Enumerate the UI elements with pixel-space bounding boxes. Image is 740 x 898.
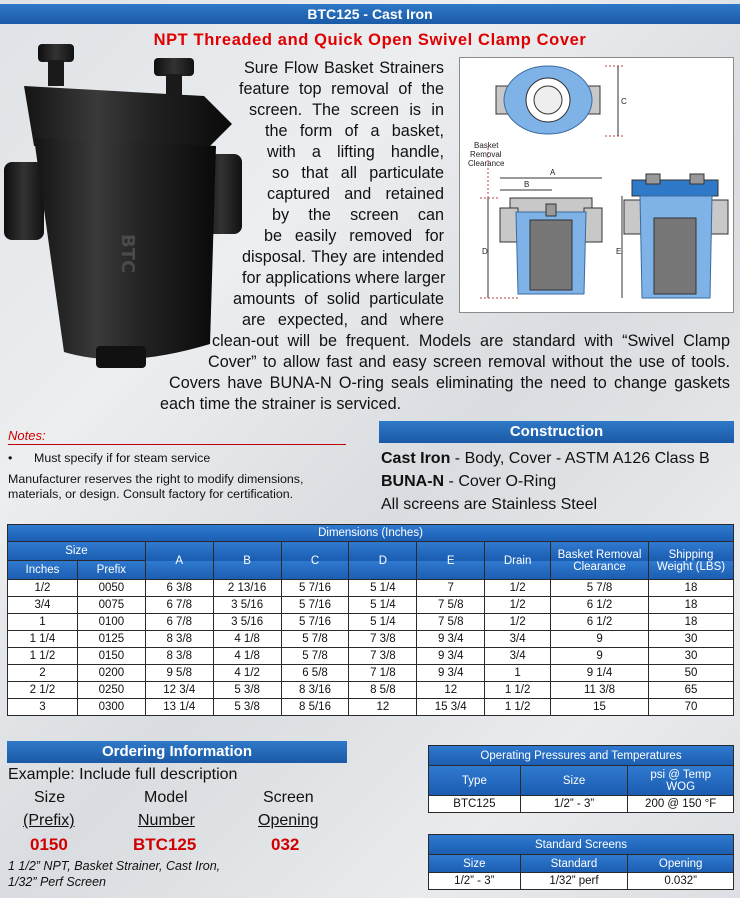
- ordering-number-label: Number: [138, 812, 195, 829]
- table-cell: 1: [8, 614, 78, 631]
- ordering-prefix-label: (Prefix): [23, 812, 75, 829]
- cast-iron-text: - Body, Cover - ASTM A126 Class B: [450, 450, 710, 467]
- label-d: D: [482, 247, 488, 256]
- psi-header-line: psi @ Temp: [650, 768, 712, 781]
- table-cell: 18: [648, 580, 733, 597]
- desc-line: so that all particulate: [272, 164, 444, 182]
- table-cell: 5 1/4: [349, 614, 417, 631]
- table-cell: 0200: [77, 665, 145, 682]
- desc-line: Covers have BUNA-N O-ring seals eliminating the need to change gaskets: [169, 374, 730, 392]
- table-cell: 7 3/8: [349, 648, 417, 665]
- notes-title: Notes:: [8, 428, 346, 445]
- strainer-dimension-drawing: [460, 58, 735, 314]
- table-cell: 9 3/4: [417, 648, 485, 665]
- notes-line: Manufacturer reserves the right to modify dimensions,: [8, 472, 304, 486]
- ordering-desc-line: 1/32” Perf Screen: [8, 875, 106, 889]
- table-cell: 1/2: [485, 580, 551, 597]
- description-text: [0, 58, 450, 331]
- table-cell: 18: [648, 597, 733, 614]
- label-c: C: [621, 97, 627, 106]
- col-header: E: [417, 542, 485, 580]
- table-row: [8, 648, 734, 665]
- col-header: D: [349, 542, 417, 580]
- table-cell: 6 7/8: [145, 614, 213, 631]
- desc-line: Sure Flow Basket Strainers: [244, 59, 444, 77]
- table-row: [8, 665, 734, 682]
- desc-line: each time the strainer is serviced.: [160, 395, 402, 413]
- construction-cast-iron: [381, 450, 710, 468]
- table-cell: 50: [648, 665, 733, 682]
- table-cell: 6 7/8: [145, 597, 213, 614]
- description-text-full: [160, 331, 732, 415]
- col-header: Shipping Weight (LBS): [648, 542, 733, 580]
- pressures-type: BTC125: [429, 796, 521, 813]
- table-cell: 7 3/8: [349, 631, 417, 648]
- table-cell: 5 7/8: [551, 580, 649, 597]
- table-row: [8, 580, 734, 597]
- desc-line: by the screen can: [272, 206, 444, 224]
- desc-line: be easily removed for: [264, 227, 444, 245]
- notes-line: materials, or design. Consult factory for certification.: [8, 487, 294, 501]
- table-cell: 2 1/2: [8, 682, 78, 699]
- table-row: [8, 682, 734, 699]
- col-header: B: [213, 542, 281, 580]
- buna-label: BUNA-N: [381, 473, 445, 490]
- title-banner: [0, 4, 740, 24]
- pressures-psi-header: [628, 766, 734, 796]
- construction-header: Construction: [379, 421, 734, 443]
- pressures-psi: 200 @ 150 °F: [628, 796, 734, 813]
- table-cell: 1 1/2: [485, 699, 551, 716]
- label-basket-2: Removal: [470, 150, 502, 159]
- col-header: Inches: [8, 561, 78, 580]
- desc-line: for applications where larger: [242, 269, 446, 287]
- table-cell: 1/2: [485, 614, 551, 631]
- screens-title: Standard Screens: [429, 835, 734, 855]
- ordering-model-value: BTC125: [133, 835, 197, 854]
- table-cell: 0300: [77, 699, 145, 716]
- label-e: E: [616, 247, 622, 256]
- table-cell: 0150: [77, 648, 145, 665]
- pressures-size-header: Size: [520, 766, 628, 796]
- table-cell: 5 7/16: [281, 614, 349, 631]
- table-cell: 70: [648, 699, 733, 716]
- table-cell: 8 3/8: [145, 648, 213, 665]
- table-cell: 8 5/8: [349, 682, 417, 699]
- table-cell: 5 3/8: [213, 699, 281, 716]
- table-cell: 1 1/4: [8, 631, 78, 648]
- pressures-table: [428, 745, 734, 813]
- label-basket-1: Basket: [474, 141, 499, 150]
- desc-line: captured and retained: [267, 185, 444, 203]
- desc-line: the form of a basket,: [265, 122, 444, 140]
- table-cell: 1: [485, 665, 551, 682]
- col-header: C: [281, 542, 349, 580]
- desc-line: are expected, and where: [242, 311, 444, 329]
- table-cell: 3/4: [485, 648, 551, 665]
- pressures-title: Operating Pressures and Temperatures: [429, 746, 734, 766]
- casting-mark: BTC: [117, 234, 138, 274]
- table-cell: 5 1/4: [349, 597, 417, 614]
- table-cell: 1 1/2: [485, 682, 551, 699]
- ordering-description: [8, 858, 220, 890]
- desc-line: Cover” to allow fast and easy screen removal without the use of tools.: [208, 353, 730, 371]
- dimensions-table: [7, 524, 734, 716]
- table-cell: 30: [648, 631, 733, 648]
- dimension-diagram: [459, 57, 734, 313]
- table-cell: 2 13/16: [213, 580, 281, 597]
- table-row: [8, 631, 734, 648]
- construction-buna: [381, 473, 556, 491]
- table-cell: 11 3/8: [551, 682, 649, 699]
- table-cell: 6 3/8: [145, 580, 213, 597]
- screens-size-header: Size: [429, 855, 521, 873]
- col-header: Basket Removal Clearance: [551, 542, 649, 580]
- desc-line: feature top removal of the: [239, 80, 444, 98]
- psi-header-line: WOG: [666, 780, 696, 793]
- table-cell: 6 5/8: [281, 665, 349, 682]
- label-b: B: [524, 180, 530, 189]
- pressures-size: 1/2” - 3”: [520, 796, 628, 813]
- table-cell: 3 5/16: [213, 597, 281, 614]
- table-cell: 1 1/2: [8, 648, 78, 665]
- table-cell: 9 3/4: [417, 631, 485, 648]
- screens-opening-header: Opening: [628, 855, 734, 873]
- table-cell: 0050: [77, 580, 145, 597]
- table-cell: 4 1/2: [213, 665, 281, 682]
- table-cell: 12: [349, 699, 417, 716]
- table-cell: 8 5/16: [281, 699, 349, 716]
- buna-text: - Cover O-Ring: [444, 473, 557, 490]
- table-cell: 9 3/4: [417, 665, 485, 682]
- ordering-opening-label: Opening: [258, 812, 319, 829]
- screens-opening: 0.032”: [628, 873, 734, 890]
- table-cell: 0075: [77, 597, 145, 614]
- table-cell: 3: [8, 699, 78, 716]
- page-subtitle: NPT Threaded and Quick Open Swivel Clamp Cover: [153, 31, 587, 49]
- table-row: [8, 597, 734, 614]
- table-cell: 0100: [77, 614, 145, 631]
- notes-bullet: [8, 451, 210, 466]
- notes-bullet-text: Must specify if for steam service: [34, 451, 211, 465]
- ordering-size-value: 0150: [30, 835, 68, 854]
- table-cell: 9 5/8: [145, 665, 213, 682]
- ordering-screen-label: Screen: [263, 789, 314, 806]
- table-cell: 3/4: [485, 631, 551, 648]
- ordering-example: Example: Include full description: [8, 766, 238, 783]
- table-row: [8, 614, 734, 631]
- table-cell: 7 5/8: [417, 614, 485, 631]
- table-cell: 4 1/8: [213, 648, 281, 665]
- table-cell: 5 7/8: [281, 648, 349, 665]
- table-cell: 15: [551, 699, 649, 716]
- table-cell: 5 7/16: [281, 580, 349, 597]
- table-cell: 9 1/4: [551, 665, 649, 682]
- construction-screens: All screens are Stainless Steel: [381, 496, 598, 513]
- ordering-model-label: Model: [144, 789, 188, 806]
- table-cell: 7 5/8: [417, 597, 485, 614]
- table-cell: 3 5/16: [213, 614, 281, 631]
- desc-line: screen. The screen is in: [249, 101, 444, 119]
- notes-disclaimer: [8, 472, 303, 502]
- desc-line: amounts of solid particulate: [233, 290, 444, 308]
- table-cell: 12: [417, 682, 485, 699]
- table-cell: 65: [648, 682, 733, 699]
- table-cell: 7 1/8: [349, 665, 417, 682]
- col-header: Prefix: [77, 561, 145, 580]
- table-cell: 18: [648, 614, 733, 631]
- table-cell: 6 1/2: [551, 597, 649, 614]
- table-cell: 5 3/8: [213, 682, 281, 699]
- bullet-icon: •: [8, 451, 13, 465]
- col-header: Drain: [485, 542, 551, 580]
- ordering-screen-value: 032: [271, 835, 300, 854]
- table-cell: 7: [417, 580, 485, 597]
- screens-table: [428, 834, 734, 890]
- desc-line: disposal. They are intended: [242, 248, 444, 266]
- table-cell: 8 3/8: [145, 631, 213, 648]
- page-title: BTC125 - Cast Iron: [307, 6, 433, 22]
- label-a: A: [550, 168, 556, 177]
- pressures-type-header: Type: [429, 766, 521, 796]
- table-cell: 5 1/4: [349, 580, 417, 597]
- screens-standard-header: Standard: [520, 855, 628, 873]
- screens-standard: 1/32” perf: [520, 873, 628, 890]
- desc-line: with a lifting handle,: [267, 143, 444, 161]
- desc-line: clean-out will be frequent. Models are standard with “Swivel Clamp: [212, 332, 730, 350]
- table-cell: 8 3/16: [281, 682, 349, 699]
- dimensions-body: [8, 580, 734, 716]
- ordering-header: Ordering Information: [7, 741, 347, 763]
- table-cell: 30: [648, 648, 733, 665]
- size-header: Size: [8, 542, 146, 561]
- table-cell: 12 3/4: [145, 682, 213, 699]
- cast-iron-label: Cast Iron: [381, 450, 451, 467]
- table-cell: 9: [551, 631, 649, 648]
- table-cell: 0250: [77, 682, 145, 699]
- col-header: A: [145, 542, 213, 580]
- dimensions-title: Dimensions (Inches): [8, 525, 734, 542]
- table-cell: 1/2: [485, 597, 551, 614]
- table-cell: 9: [551, 648, 649, 665]
- screens-size: 1/2” - 3”: [429, 873, 521, 890]
- table-cell: 15 3/4: [417, 699, 485, 716]
- table-row: [8, 699, 734, 716]
- table-cell: 0125: [77, 631, 145, 648]
- table-cell: 5 7/8: [281, 631, 349, 648]
- label-basket-3: Clearance: [468, 159, 505, 168]
- table-cell: 1/2: [8, 580, 78, 597]
- ordering-desc-line: 1 1/2” NPT, Basket Strainer, Cast Iron,: [8, 859, 221, 873]
- table-cell: 6 1/2: [551, 614, 649, 631]
- table-cell: 5 7/16: [281, 597, 349, 614]
- table-cell: 3/4: [8, 597, 78, 614]
- table-cell: 2: [8, 665, 78, 682]
- table-cell: 13 1/4: [145, 699, 213, 716]
- ordering-size-label: Size: [34, 789, 66, 806]
- table-cell: 4 1/8: [213, 631, 281, 648]
